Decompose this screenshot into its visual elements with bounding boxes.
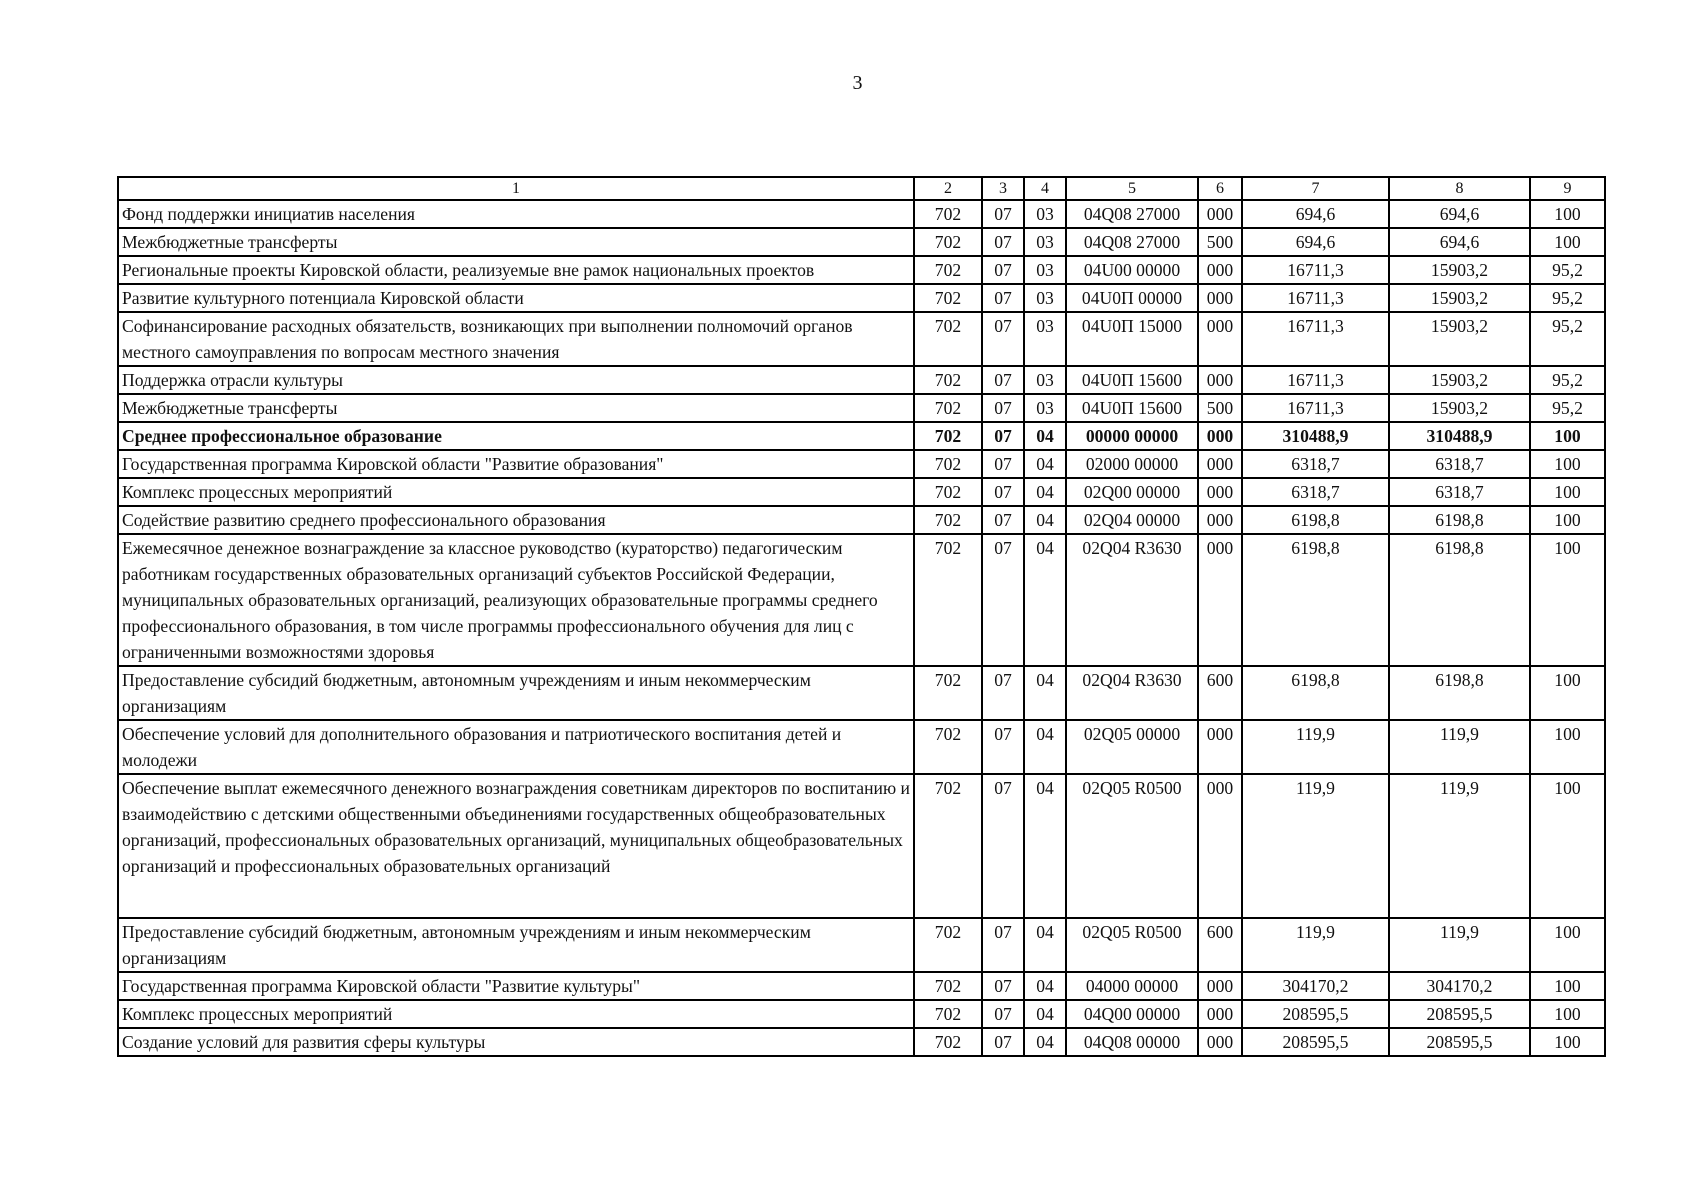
col3-cell: 07 [982,450,1024,478]
col3-cell: 07 [982,228,1024,256]
column-header: 6 [1198,177,1242,200]
col5-cell: 04Q08 00000 [1066,1028,1198,1056]
row-name-cell: Среднее профессиональное образование [118,422,914,450]
budget-table [117,176,1606,1057]
col5-cell: 04U0П 15600 [1066,366,1198,394]
row-name-cell: Обеспечение выплат ежемесячного денежного вознаграждения советникам директоров по воспитанию и взаимодействию с детскими общественными объединениями государственных общеобразовательных организаций, профессиональных образовательных организаций, муниципальных общеобразовательных организаций и профессиональных образовательных организаций [118,774,914,918]
col2-cell: 702 [914,1000,982,1028]
col3-cell: 07 [982,666,1024,720]
col6-cell: 000 [1198,1028,1242,1056]
col6-cell: 000 [1198,450,1242,478]
col7-cell: 16711,3 [1242,366,1389,394]
col9-cell: 100 [1530,506,1605,534]
col4-cell: 04 [1024,774,1066,918]
col9-cell: 100 [1530,774,1605,918]
col3-cell: 07 [982,972,1024,1000]
col5-cell: 02Q05 00000 [1066,720,1198,774]
col7-cell: 6318,7 [1242,478,1389,506]
col9-cell: 95,2 [1530,394,1605,422]
col5-cell: 02000 00000 [1066,450,1198,478]
col2-cell: 702 [914,720,982,774]
col2-cell: 702 [914,774,982,918]
col5-cell: 02Q04 00000 [1066,506,1198,534]
col8-cell: 6198,8 [1389,506,1530,534]
row-name-cell: Комплекс процессных мероприятий [118,478,914,506]
col2-cell: 702 [914,422,982,450]
col9-cell: 95,2 [1530,284,1605,312]
col4-cell: 04 [1024,918,1066,972]
col4-cell: 04 [1024,666,1066,720]
col5-cell: 02Q04 R3630 [1066,534,1198,666]
col2-cell: 702 [914,1028,982,1056]
col8-cell: 6198,8 [1389,534,1530,666]
col4-cell: 03 [1024,394,1066,422]
table-row [118,228,1605,256]
col8-cell: 15903,2 [1389,394,1530,422]
col7-cell: 310488,9 [1242,422,1389,450]
col8-cell: 15903,2 [1389,256,1530,284]
col6-cell: 000 [1198,366,1242,394]
col9-cell: 100 [1530,918,1605,972]
col7-cell: 16711,3 [1242,284,1389,312]
col5-cell: 04000 00000 [1066,972,1198,1000]
table-row [118,534,1605,666]
col8-cell: 15903,2 [1389,312,1530,366]
col2-cell: 702 [914,312,982,366]
col9-cell: 100 [1530,228,1605,256]
table-row [118,720,1605,774]
col6-cell: 000 [1198,1000,1242,1028]
col7-cell: 6318,7 [1242,450,1389,478]
col5-cell: 02Q00 00000 [1066,478,1198,506]
col4-cell: 03 [1024,284,1066,312]
col9-cell: 100 [1530,1028,1605,1056]
col3-cell: 07 [982,284,1024,312]
col6-cell: 000 [1198,422,1242,450]
col3-cell: 07 [982,422,1024,450]
col9-cell: 100 [1530,450,1605,478]
col4-cell: 04 [1024,1000,1066,1028]
col4-cell: 04 [1024,478,1066,506]
table-body [118,200,1605,1056]
col8-cell: 119,9 [1389,720,1530,774]
col3-cell: 07 [982,312,1024,366]
col6-cell: 000 [1198,478,1242,506]
col7-cell: 6198,8 [1242,666,1389,720]
col5-cell: 00000 00000 [1066,422,1198,450]
col3-cell: 07 [982,506,1024,534]
col6-cell: 000 [1198,506,1242,534]
col4-cell: 04 [1024,506,1066,534]
table-row [118,1028,1605,1056]
col5-cell: 02Q05 R0500 [1066,918,1198,972]
col3-cell: 07 [982,394,1024,422]
col5-cell: 02Q04 R3630 [1066,666,1198,720]
row-name-cell: Софинансирование расходных обязательств, возникающих при выполнении полномочий органов местного самоуправления по вопросам местного значения [118,312,914,366]
row-name-cell: Фонд поддержки инициатив населения [118,200,914,228]
col2-cell: 702 [914,366,982,394]
col9-cell: 100 [1530,422,1605,450]
col5-cell: 04U0П 00000 [1066,284,1198,312]
table-row [118,666,1605,720]
col7-cell: 208595,5 [1242,1000,1389,1028]
col3-cell: 07 [982,256,1024,284]
table-row [118,972,1605,1000]
table-row [118,506,1605,534]
col8-cell: 6318,7 [1389,478,1530,506]
col3-cell: 07 [982,1028,1024,1056]
col7-cell: 16711,3 [1242,312,1389,366]
col8-cell: 694,6 [1389,200,1530,228]
col5-cell: 04U0П 15600 [1066,394,1198,422]
col9-cell: 100 [1530,972,1605,1000]
col7-cell: 16711,3 [1242,394,1389,422]
col9-cell: 95,2 [1530,312,1605,366]
row-name-cell: Развитие культурного потенциала Кировской области [118,284,914,312]
col9-cell: 100 [1530,720,1605,774]
col2-cell: 702 [914,256,982,284]
col7-cell: 119,9 [1242,774,1389,918]
col2-cell: 702 [914,394,982,422]
col2-cell: 702 [914,506,982,534]
table-row [118,450,1605,478]
col6-cell: 000 [1198,720,1242,774]
col7-cell: 119,9 [1242,720,1389,774]
column-header: 5 [1066,177,1198,200]
col8-cell: 208595,5 [1389,1000,1530,1028]
table-row [118,918,1605,972]
row-name-cell: Государственная программа Кировской области "Развитие культуры" [118,972,914,1000]
row-name-cell: Региональные проекты Кировской области, реализуемые вне рамок национальных проектов [118,256,914,284]
row-name-cell: Межбюджетные трансферты [118,228,914,256]
col6-cell: 500 [1198,394,1242,422]
col5-cell: 02Q05 R0500 [1066,774,1198,918]
col4-cell: 03 [1024,312,1066,366]
row-name-cell: Содействие развитию среднего профессионального образования [118,506,914,534]
col5-cell: 04Q00 00000 [1066,1000,1198,1028]
col8-cell: 119,9 [1389,918,1530,972]
col9-cell: 100 [1530,1000,1605,1028]
col3-cell: 07 [982,366,1024,394]
col6-cell: 000 [1198,200,1242,228]
col4-cell: 03 [1024,366,1066,394]
col8-cell: 208595,5 [1389,1028,1530,1056]
col7-cell: 694,6 [1242,200,1389,228]
col6-cell: 000 [1198,256,1242,284]
column-header: 3 [982,177,1024,200]
col7-cell: 6198,8 [1242,534,1389,666]
col2-cell: 702 [914,200,982,228]
col6-cell: 600 [1198,666,1242,720]
col8-cell: 15903,2 [1389,366,1530,394]
table-header-row [118,177,1605,200]
col5-cell: 04Q08 27000 [1066,200,1198,228]
table-row [118,312,1605,366]
table-row [118,1000,1605,1028]
col4-cell: 04 [1024,450,1066,478]
col5-cell: 04U00 00000 [1066,256,1198,284]
page-number: 3 [852,72,863,94]
row-name-cell: Государственная программа Кировской области "Развитие образования" [118,450,914,478]
col2-cell: 702 [914,478,982,506]
column-header: 7 [1242,177,1389,200]
col7-cell: 694,6 [1242,228,1389,256]
col8-cell: 304170,2 [1389,972,1530,1000]
col3-cell: 07 [982,918,1024,972]
col6-cell: 000 [1198,312,1242,366]
col2-cell: 702 [914,534,982,666]
col6-cell: 000 [1198,284,1242,312]
row-name-cell: Поддержка отрасли культуры [118,366,914,394]
col4-cell: 04 [1024,422,1066,450]
col3-cell: 07 [982,478,1024,506]
col8-cell: 6318,7 [1389,450,1530,478]
col6-cell: 500 [1198,228,1242,256]
table-row [118,256,1605,284]
col2-cell: 702 [914,666,982,720]
col8-cell: 310488,9 [1389,422,1530,450]
column-header: 8 [1389,177,1530,200]
col3-cell: 07 [982,720,1024,774]
col7-cell: 16711,3 [1242,256,1389,284]
row-name-cell: Создание условий для развития сферы культуры [118,1028,914,1056]
row-name-cell: Межбюджетные трансферты [118,394,914,422]
col9-cell: 95,2 [1530,256,1605,284]
row-name-cell: Ежемесячное денежное вознаграждение за классное руководство (кураторство) педагогическим работникам государственных образовательных организаций субъектов Российской Федерации, муниципальных образовательных организаций, реализующих образовательные программы среднего профессионального образования, в том числе программы профессионального обучения для лиц с ограниченными возможностями здоровья [118,534,914,666]
col9-cell: 95,2 [1530,366,1605,394]
table-row [118,478,1605,506]
row-name-cell: Предоставление субсидий бюджетным, автономным учреждениям и иным некоммерческим организациям [118,918,914,972]
table-row [118,366,1605,394]
row-name-cell: Обеспечение условий для дополнительного образования и патриотического воспитания детей и молодежи [118,720,914,774]
table-row [118,394,1605,422]
col4-cell: 03 [1024,228,1066,256]
col2-cell: 702 [914,972,982,1000]
col9-cell: 100 [1530,534,1605,666]
column-header: 4 [1024,177,1066,200]
col6-cell: 000 [1198,534,1242,666]
col4-cell: 03 [1024,200,1066,228]
table-row [118,422,1605,450]
col9-cell: 100 [1530,200,1605,228]
col6-cell: 000 [1198,774,1242,918]
col3-cell: 07 [982,534,1024,666]
row-name-cell: Предоставление субсидий бюджетным, автономным учреждениям и иным некоммерческим организациям [118,666,914,720]
col7-cell: 6198,8 [1242,506,1389,534]
table-row [118,200,1605,228]
column-header: 2 [914,177,982,200]
column-header: 9 [1530,177,1605,200]
col8-cell: 6198,8 [1389,666,1530,720]
col2-cell: 702 [914,450,982,478]
col3-cell: 07 [982,774,1024,918]
col7-cell: 304170,2 [1242,972,1389,1000]
col4-cell: 04 [1024,1028,1066,1056]
col2-cell: 702 [914,918,982,972]
col4-cell: 04 [1024,972,1066,1000]
col4-cell: 04 [1024,534,1066,666]
col4-cell: 03 [1024,256,1066,284]
col6-cell: 600 [1198,918,1242,972]
col8-cell: 694,6 [1389,228,1530,256]
col7-cell: 119,9 [1242,918,1389,972]
col7-cell: 208595,5 [1242,1028,1389,1056]
col4-cell: 04 [1024,720,1066,774]
col9-cell: 100 [1530,666,1605,720]
column-header: 1 [118,177,914,200]
col2-cell: 702 [914,284,982,312]
col2-cell: 702 [914,228,982,256]
col3-cell: 07 [982,1000,1024,1028]
col6-cell: 000 [1198,972,1242,1000]
table-row [118,774,1605,918]
col8-cell: 15903,2 [1389,284,1530,312]
col5-cell: 04Q08 27000 [1066,228,1198,256]
col9-cell: 100 [1530,478,1605,506]
col3-cell: 07 [982,200,1024,228]
col8-cell: 119,9 [1389,774,1530,918]
row-name-cell: Комплекс процессных мероприятий [118,1000,914,1028]
col5-cell: 04U0П 15000 [1066,312,1198,366]
table-row [118,284,1605,312]
